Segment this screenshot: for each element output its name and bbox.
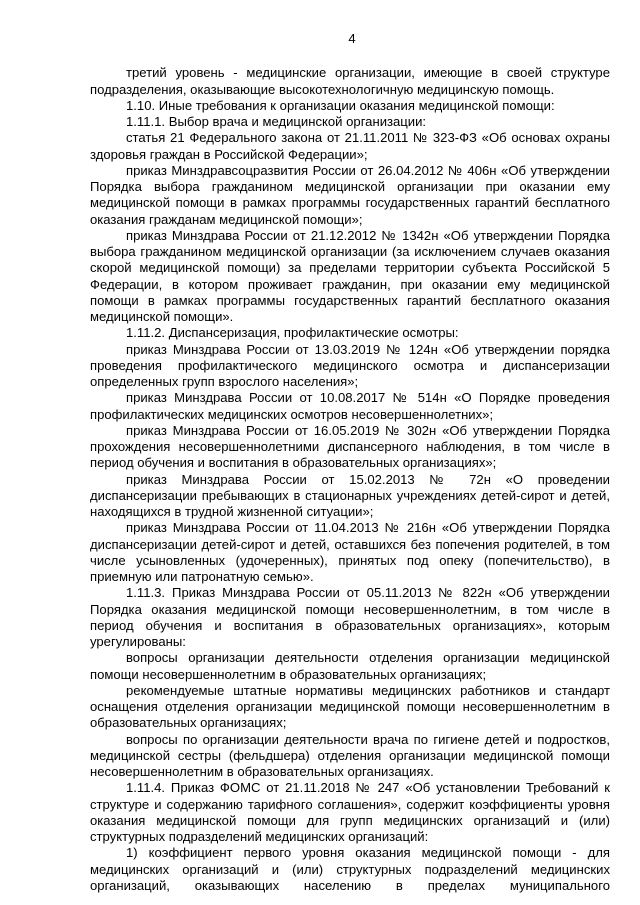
paragraph: приказ Минздрава России от 11.04.2013 № 216н «Об утверждении Порядка диспансеризации детей-сирот и детей, оставшихся без попечения родителей, в том числе усыновленных (удочеренных), принятых под опеку (попечительство), в приемную или патронатную семью». [90, 520, 610, 584]
paragraph: рекомендуемые штатные нормативы медицинских работников и стандарт оснащения отделения организации медицинской помощи несовершеннолетним в образовательных организациях; [90, 682, 610, 731]
paragraph: 1.11.1. Выбор врача и медицинской организации: [126, 114, 427, 129]
paragraph: 1) коэффициент первого уровня оказания медицинской помощи - для медицинских организаций и (или) структурных подразделений медицинских организаций, оказывающих населению в пределах муниципального [90, 845, 610, 893]
page-number: 4 [348, 31, 356, 46]
paragraph: статья 21 Федерального закона от 21.11.2011 № 323-ФЗ «Об основах охраны здоровья граждан в Российской Федерации»; [90, 130, 610, 162]
paragraph: 1.11.3. Приказ Минздрава России от 05.11.2013 № 822н «Об утверждении Порядка оказания медицинской помощи несовершеннолетним, в том числе в период обучения и воспитания в образовательных организациях», которым урегулированы: [90, 585, 610, 649]
paragraph: вопросы по организации деятельности врача по гигиене детей и подростков, медицинской сестры (фельдшера) отделения организации медицинской помощи несовершеннолетним в образовательных организациях. [90, 731, 610, 779]
paragraph: приказ Минздрава России от 10.08.2017 № 514н «О Порядке проведения профилактических медицинских осмотров несовершеннолетних»; [90, 390, 610, 422]
paragraph: 1.11.2. Диспансеризация, профилактические осмотры: [126, 325, 459, 341]
paragraph: 1.11.4. Приказ ФОМС от 21.11.2018 № 247 «Об установлении Требований к структуре и содержанию тарифного соглашения», содержит коэффициенты уровня оказания медицинской помощи для групп медицинских организаций и (или) структурных подразделений медицинских организаций: [90, 780, 610, 844]
paragraph: приказ Минздрава России от 13.03.2019 № 124н «Об утверждении порядка проведения профилактического медицинского осмотра и диспансеризации определенных групп взрослого населения»; [90, 341, 610, 389]
paragraph: 1.10. Иные требования к организации оказания медицинской помощи: [126, 97, 555, 113]
paragraph: приказ Минздрава России от 21.12.2012 № 1342н «Об утверждении Порядка выбора гражданином медицинской организации (за исключением случаев оказания скорой медицинской помощи) за пределами территории субъекта Российской 5 Федерации, в котором проживает гражданин, при оказании ему медицинской помощи в рамках программы государственных гарантий бесплатного оказания медицинской помощи». [90, 227, 610, 324]
paragraph: приказ Минздрава России от 15.02.2013 № 72н «О проведении диспансеризации пребывающих в стационарных учреждениях детей-сирот и детей, находящихся в трудной жизненной ситуации»; [90, 471, 610, 519]
paragraph: вопросы организации деятельности отделения организации медицинской помощи несовершеннолетним в образовательных организациях; [90, 650, 610, 682]
paragraph: приказ Минздравсоцразвития России от 26.04.2012 № 406н «Об утверждении Порядка выбора гражданином медицинской организации при оказании ему медицинской помощи в рамках программы государственных гарантий бесплатного оказания гражданам медицинской помощи»; [90, 162, 610, 227]
paragraph: приказ Минздрава России от 16.05.2019 № 302н «Об утверждении Порядка прохождения несовершеннолетними диспансерного наблюдения, в том числе в период обучения и воспитания в образовательных организациях»; [90, 422, 610, 471]
paragraph: третий уровень - медицинские организации, имеющие в своей структуре подразделения, оказывающие высокотехнологичную медицинскую помощь. [90, 65, 610, 97]
document-body [90, 65, 610, 894]
